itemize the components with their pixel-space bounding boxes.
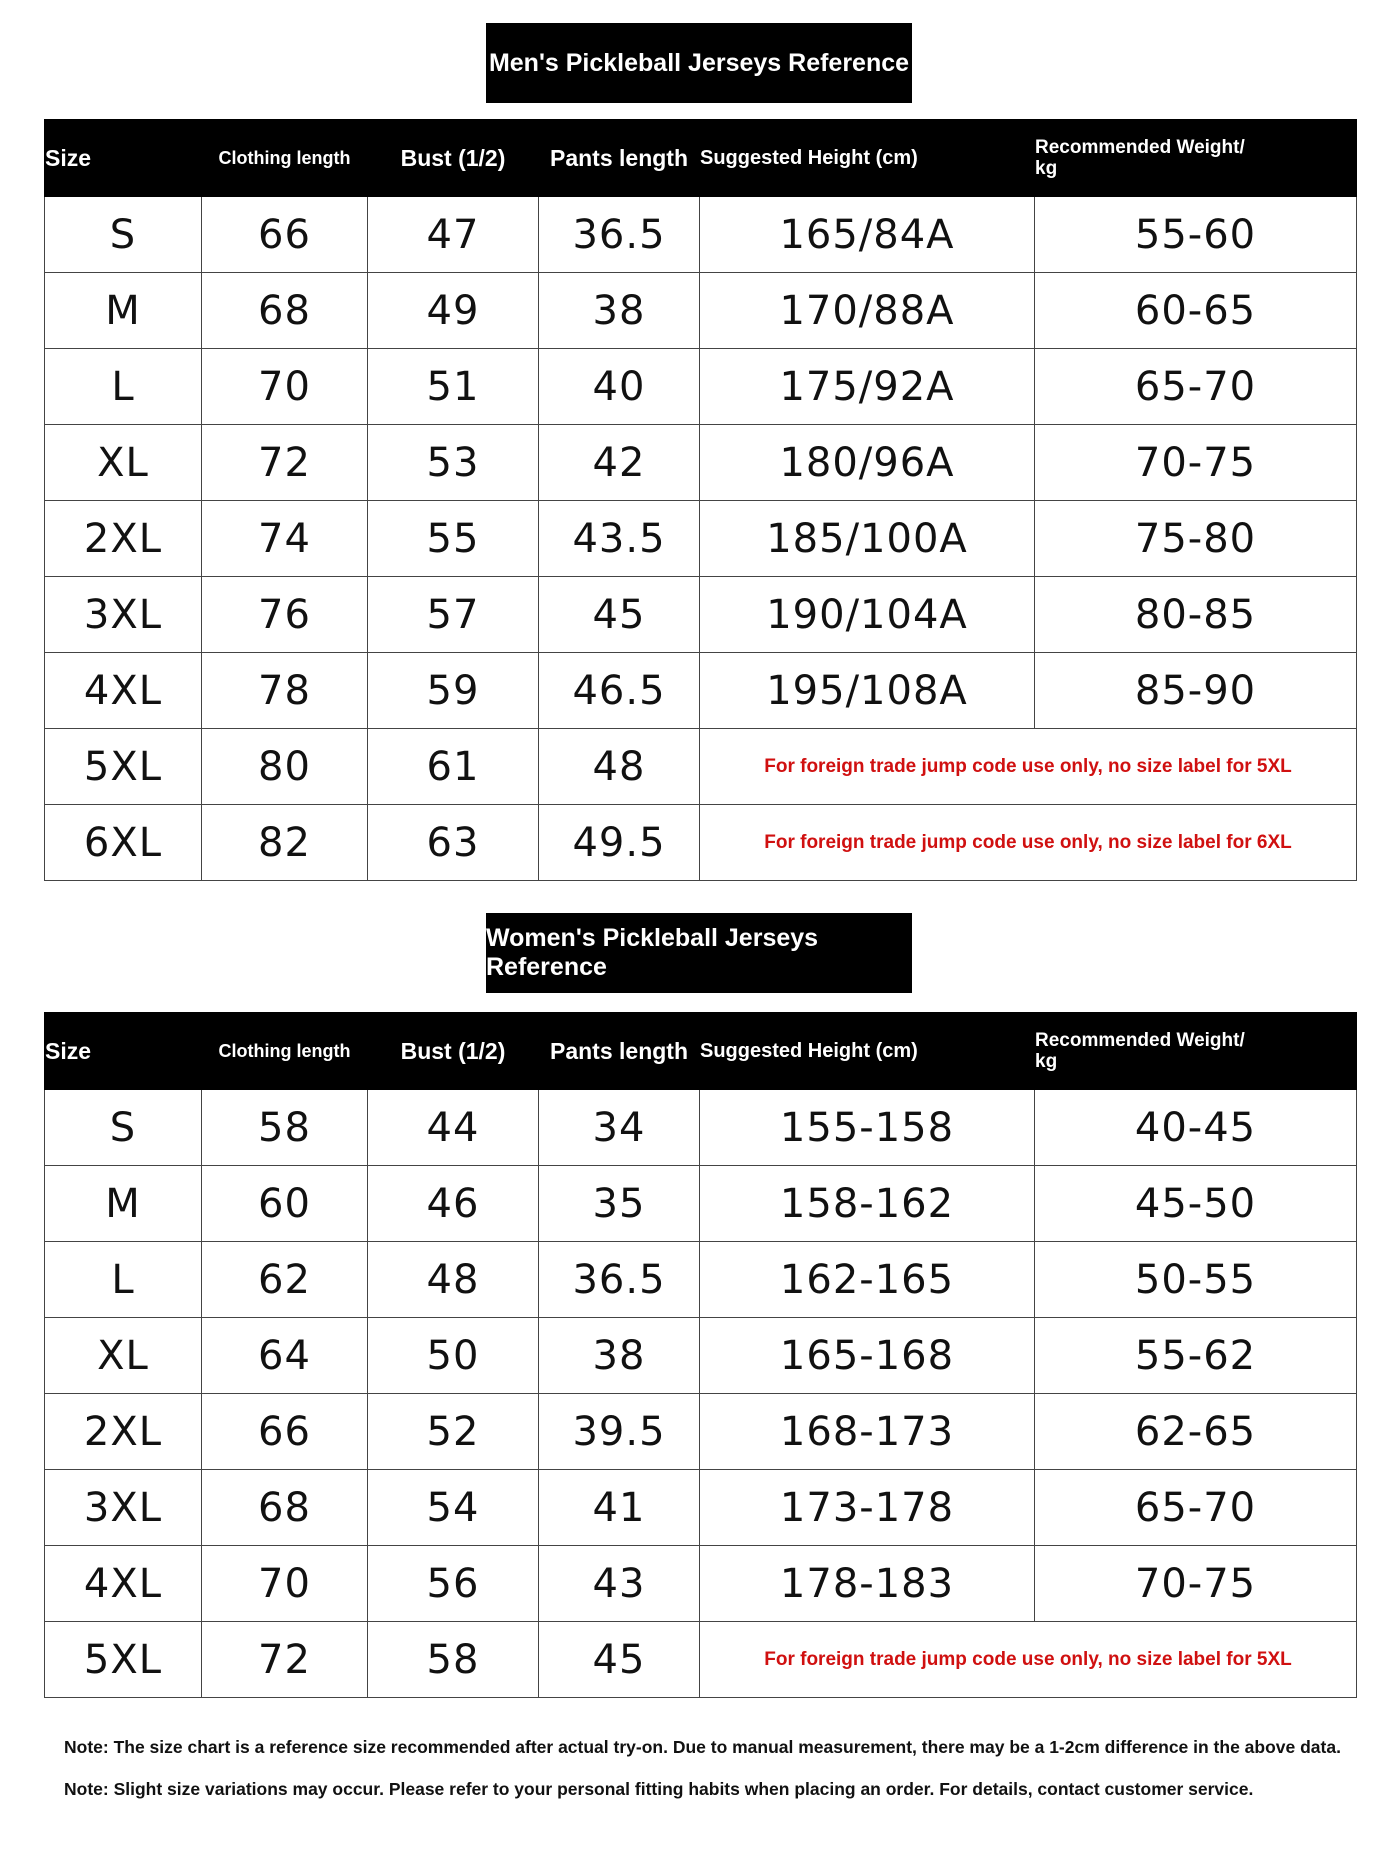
cell-pants-length: 40 <box>539 349 700 425</box>
cell-recommended-weight: 85-90 <box>1035 653 1357 729</box>
cell-size: 5XL <box>45 1622 202 1698</box>
cell-size: 4XL <box>45 653 202 729</box>
table-row <box>45 273 1357 349</box>
table-row <box>45 577 1357 653</box>
table-row <box>45 501 1357 577</box>
table-row <box>45 425 1357 501</box>
cell-recommended-weight: 62-65 <box>1035 1394 1357 1470</box>
header-suggested-height: Suggested Height (cm) <box>700 120 1035 197</box>
cell-size: M <box>45 273 202 349</box>
cell-suggested-height: 190/104A <box>700 577 1035 653</box>
cell-recommended-weight: 55-60 <box>1035 197 1357 273</box>
cell-size: 6XL <box>45 805 202 881</box>
cell-bust: 59 <box>368 653 539 729</box>
cell-pants-length: 35 <box>539 1166 700 1242</box>
cell-bust: 55 <box>368 501 539 577</box>
cell-suggested-height: 195/108A <box>700 653 1035 729</box>
cell-note: For foreign trade jump code use only, no size label for 5XL <box>700 729 1357 805</box>
header-bust: Bust (1/2) <box>368 1013 539 1090</box>
table-row <box>45 1622 1357 1698</box>
cell-suggested-height: 165/84A <box>700 197 1035 273</box>
table-row <box>45 349 1357 425</box>
table-row <box>45 197 1357 273</box>
cell-suggested-height: 173-178 <box>700 1470 1035 1546</box>
cell-suggested-height: 158-162 <box>700 1166 1035 1242</box>
cell-pants-length: 45 <box>539 1622 700 1698</box>
cell-clothing-length: 58 <box>202 1090 368 1166</box>
cell-bust: 54 <box>368 1470 539 1546</box>
header-recommended-weight <box>1035 1013 1357 1090</box>
cell-clothing-length: 64 <box>202 1318 368 1394</box>
cell-pants-length: 43.5 <box>539 501 700 577</box>
table-row <box>45 1546 1357 1622</box>
header-suggested-height: Suggested Height (cm) <box>700 1013 1035 1090</box>
cell-pants-length: 36.5 <box>539 197 700 273</box>
table-row <box>45 1090 1357 1166</box>
cell-suggested-height: 180/96A <box>700 425 1035 501</box>
cell-bust: 47 <box>368 197 539 273</box>
women-size-table <box>44 1012 1357 1698</box>
cell-size: 2XL <box>45 501 202 577</box>
cell-suggested-height: 170/88A <box>700 273 1035 349</box>
cell-suggested-height: 155-158 <box>700 1090 1035 1166</box>
cell-pants-length: 34 <box>539 1090 700 1166</box>
cell-clothing-length: 66 <box>202 1394 368 1470</box>
cell-pants-length: 39.5 <box>539 1394 700 1470</box>
header-weight-line2: kg <box>1035 158 1058 179</box>
footnote-measurement: Note: The size chart is a reference size recommended after actual try-on. Due to manual measurement, there may be a 1-2cm difference in the above data. <box>64 1737 1341 1757</box>
table-row <box>45 729 1357 805</box>
header-size: Size <box>45 1013 202 1090</box>
cell-suggested-height: 175/92A <box>700 349 1035 425</box>
cell-recommended-weight: 80-85 <box>1035 577 1357 653</box>
cell-bust: 49 <box>368 273 539 349</box>
cell-suggested-height: 162-165 <box>700 1242 1035 1318</box>
cell-recommended-weight: 60-65 <box>1035 273 1357 349</box>
cell-bust: 58 <box>368 1622 539 1698</box>
cell-suggested-height: 168-173 <box>700 1394 1035 1470</box>
cell-clothing-length: 70 <box>202 1546 368 1622</box>
cell-size: S <box>45 197 202 273</box>
header-bust: Bust (1/2) <box>368 120 539 197</box>
cell-pants-length: 45 <box>539 577 700 653</box>
cell-size: XL <box>45 1318 202 1394</box>
cell-recommended-weight: 75-80 <box>1035 501 1357 577</box>
cell-recommended-weight: 55-62 <box>1035 1318 1357 1394</box>
cell-bust: 61 <box>368 729 539 805</box>
cell-bust: 44 <box>368 1090 539 1166</box>
cell-size: 2XL <box>45 1394 202 1470</box>
men-table-title: Men's Pickleball Jerseys Reference <box>486 23 912 103</box>
header-clothing-length: Clothing length <box>202 1013 368 1090</box>
cell-clothing-length: 70 <box>202 349 368 425</box>
cell-clothing-length: 60 <box>202 1166 368 1242</box>
header-pants-length: Pants length <box>539 120 700 197</box>
cell-suggested-height: 165-168 <box>700 1318 1035 1394</box>
cell-clothing-length: 72 <box>202 1622 368 1698</box>
header-pants-length: Pants length <box>539 1013 700 1090</box>
cell-suggested-height: 178-183 <box>700 1546 1035 1622</box>
cell-pants-length: 48 <box>539 729 700 805</box>
header-weight-line2: kg <box>1035 1051 1058 1072</box>
cell-bust: 50 <box>368 1318 539 1394</box>
cell-clothing-length: 66 <box>202 197 368 273</box>
cell-size: 5XL <box>45 729 202 805</box>
cell-clothing-length: 68 <box>202 273 368 349</box>
women-table-title: Women's Pickleball Jerseys Reference <box>486 913 912 993</box>
cell-clothing-length: 62 <box>202 1242 368 1318</box>
cell-pants-length: 41 <box>539 1470 700 1546</box>
cell-clothing-length: 76 <box>202 577 368 653</box>
header-weight-line1: Recommended Weight/ <box>1035 137 1245 158</box>
cell-recommended-weight: 50-55 <box>1035 1242 1357 1318</box>
table-row <box>45 1394 1357 1470</box>
cell-clothing-length: 72 <box>202 425 368 501</box>
header-weight-line1: Recommended Weight/ <box>1035 1030 1245 1051</box>
table-row <box>45 1470 1357 1546</box>
cell-pants-length: 38 <box>539 273 700 349</box>
cell-clothing-length: 74 <box>202 501 368 577</box>
cell-note: For foreign trade jump code use only, no size label for 5XL <box>700 1622 1357 1698</box>
cell-bust: 57 <box>368 577 539 653</box>
cell-bust: 51 <box>368 349 539 425</box>
cell-size: XL <box>45 425 202 501</box>
cell-bust: 53 <box>368 425 539 501</box>
cell-recommended-weight: 65-70 <box>1035 349 1357 425</box>
cell-pants-length: 38 <box>539 1318 700 1394</box>
cell-pants-length: 49.5 <box>539 805 700 881</box>
cell-clothing-length: 82 <box>202 805 368 881</box>
cell-bust: 63 <box>368 805 539 881</box>
header-row <box>45 120 1357 197</box>
cell-size: L <box>45 349 202 425</box>
header-size: Size <box>45 120 202 197</box>
cell-pants-length: 42 <box>539 425 700 501</box>
header-recommended-weight <box>1035 120 1357 197</box>
cell-clothing-length: 68 <box>202 1470 368 1546</box>
cell-recommended-weight: 40-45 <box>1035 1090 1357 1166</box>
table-row <box>45 1242 1357 1318</box>
table-row <box>45 1166 1357 1242</box>
cell-size: S <box>45 1090 202 1166</box>
cell-bust: 46 <box>368 1166 539 1242</box>
cell-recommended-weight: 45-50 <box>1035 1166 1357 1242</box>
header-row <box>45 1013 1357 1090</box>
cell-recommended-weight: 65-70 <box>1035 1470 1357 1546</box>
table-row <box>45 653 1357 729</box>
cell-size: L <box>45 1242 202 1318</box>
cell-recommended-weight: 70-75 <box>1035 425 1357 501</box>
cell-suggested-height: 185/100A <box>700 501 1035 577</box>
table-row <box>45 1318 1357 1394</box>
cell-clothing-length: 78 <box>202 653 368 729</box>
cell-bust: 52 <box>368 1394 539 1470</box>
cell-size: 3XL <box>45 1470 202 1546</box>
table-row <box>45 805 1357 881</box>
cell-bust: 48 <box>368 1242 539 1318</box>
cell-pants-length: 43 <box>539 1546 700 1622</box>
men-size-table <box>44 119 1357 881</box>
header-clothing-length: Clothing length <box>202 120 368 197</box>
cell-note: For foreign trade jump code use only, no size label for 6XL <box>700 805 1357 881</box>
cell-size: M <box>45 1166 202 1242</box>
cell-pants-length: 46.5 <box>539 653 700 729</box>
cell-clothing-length: 80 <box>202 729 368 805</box>
cell-recommended-weight: 70-75 <box>1035 1546 1357 1622</box>
footnote-variation: Note: Slight size variations may occur. Please refer to your personal fitting habits when placing an order. For details, contact customer service. <box>64 1779 1254 1799</box>
cell-size: 4XL <box>45 1546 202 1622</box>
cell-bust: 56 <box>368 1546 539 1622</box>
cell-pants-length: 36.5 <box>539 1242 700 1318</box>
cell-size: 3XL <box>45 577 202 653</box>
